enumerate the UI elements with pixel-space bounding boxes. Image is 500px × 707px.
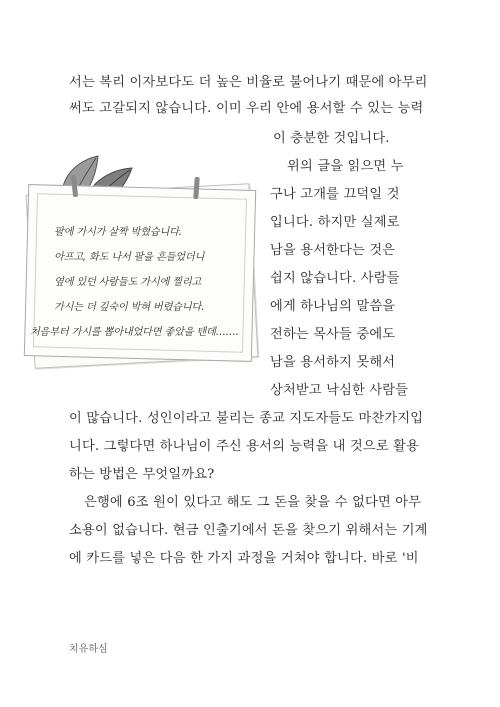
body-line: 서는 복리 이자보다도 더 높은 비율로 불어나기 때문에 아무리: [69, 75, 428, 90]
body-line: 니다. 그렇다면 하나님이 주신 용서의 능력을 내 것으로 활용: [69, 439, 420, 454]
running-title: 치유하심: [69, 644, 108, 655]
body-line: 입니다. 하지만 실제로: [270, 215, 400, 230]
body-line: 소용이 없습니다. 현금 인출기에서 돈을 찾으기 위해서는 기계: [69, 523, 428, 538]
note-line: 옆에 있던 사람들도 가시에 찔리고: [54, 277, 202, 288]
body-line: 하는 방법은 무엇일까요?: [69, 467, 215, 482]
body-line: 은행에 6조 원이 있다고 해도 그 돈을 찾을 수 없다면 아무: [84, 495, 422, 510]
body-line: 위의 글을 읽으면 누: [287, 159, 404, 174]
body-line: 이 충분한 것입니다.: [273, 131, 390, 146]
body-line: 전하는 목사들 중에도: [270, 327, 396, 342]
body-line: 남을 용서하지 못해서: [270, 355, 396, 370]
body-line: 상처받고 낙심한 사람들: [270, 383, 409, 398]
note-line: 아프고, 화도 나서 팔을 흔들었더니: [54, 252, 205, 263]
body-line: 구나 고개를 끄덕일 것: [270, 187, 400, 202]
body-line: 에 카드를 넣은 다음 한 가지 과정을 거쳐야 합니다. 바로 '비: [69, 551, 419, 566]
note-line: 처음부터 가시를 뽑아내었다면 좋았을 텐데…….: [30, 327, 239, 338]
body-line: 써도 고갈되지 않습니다. 이미 우리 안에 용서할 수 있는 능력: [69, 101, 424, 116]
note-line: 가시는 더 깊숙이 박혀 버렸습니다.: [54, 302, 205, 313]
body-line: 남을 용서한다는 것은: [270, 243, 396, 258]
note-card: [26, 175, 258, 371]
body-line: 쉽지 않습니다. 사람들: [270, 271, 400, 286]
paper-clip-icon: [71, 175, 78, 197]
body-line: 이 많습니다. 성인이라고 불리는 종교 지도자들도 마찬가지입: [69, 411, 424, 426]
note-line: 팔에 가시가 살짝 박혔습니다.: [54, 227, 182, 238]
body-line: 에게 하나님의 말씀을: [270, 299, 396, 314]
